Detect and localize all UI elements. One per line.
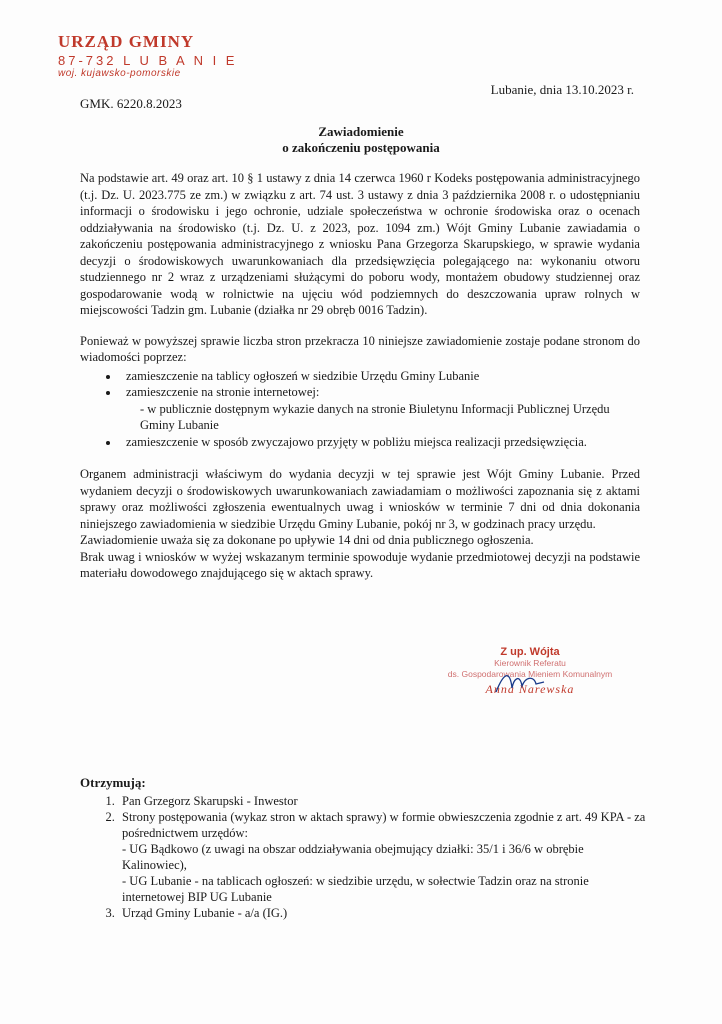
paragraph-effective: Zawiadomienie uważa się za dokonane po upływie 14 dni od dnia publicznego ogłoszenia. — [80, 533, 534, 547]
reference-number: GMK. 6220.8.2023 — [80, 96, 182, 111]
signature-block — [430, 646, 630, 697]
list-item: • zamieszczenie na tablicy ogłoszeń w siedzibie Urzędu Gminy Lubanie — [120, 368, 640, 385]
list-item-label: zamieszczenie na stronie internetowej: — [126, 385, 320, 399]
list-item — [120, 384, 640, 434]
list-item: • zamieszczenie w sposób zwyczajowo przyjęty w pobliżu miejsca realizacji przedsięwzięcia. — [120, 434, 640, 451]
list-item: 3. Urząd Gminy Lubanie - a/a (IG.) — [118, 905, 650, 921]
stamp-line-2: 87-732 L U B A N I E — [58, 53, 238, 68]
closing-section — [80, 466, 640, 582]
signature-role: Z up. Wójta — [500, 646, 560, 658]
list-item: 1. Pan Grzegorz Skarupski - Inwestor — [118, 793, 650, 809]
document-title — [0, 124, 722, 156]
recipients-list — [80, 793, 650, 921]
document-body — [80, 170, 640, 582]
list-item — [118, 809, 650, 905]
recipients-title: Otrzymują: — [80, 775, 146, 790]
paragraph-notification-method: Ponieważ w powyższej sprawie liczba stron przekracza 10 niniejsze zawiadomienie zostaje podane stronom do wiadomości poprzez: — [80, 333, 640, 364]
stamp-line-1: URZĄD GMINY — [58, 32, 195, 51]
office-stamp — [58, 32, 237, 79]
handwritten-signature-icon — [490, 668, 550, 698]
signature-name: Anna Narewska — [485, 682, 575, 696]
title-line-2: o zakończeniu postępowania — [282, 140, 440, 155]
list-sub-item: - UG Lubanie - na tablicach ogłoszeń: w siedzibie urzędu, w sołectwie Tadzin oraz na stronie internetowej BIP UG Lubanie — [122, 874, 589, 904]
title-line-1: Zawiadomienie — [318, 124, 404, 139]
notification-methods-list — [80, 368, 640, 451]
list-item-label: 2. Strony postępowania (wykaz stron w aktach sprawy) w formie obwieszczenia zgodnie z art. 49 KPA - za pośrednictwem urzędów: — [122, 810, 646, 840]
paragraph-no-remarks: Brak uwag i wniosków w wyżej wskazanym terminie spowoduje wydanie przedmiotowej decyzji na podstawie materiału dowodowego znajdującego się w aktach sprawy. — [80, 549, 640, 580]
list-sub-item: - w publicznie dostępnym wykazie danych na stronie Biuletynu Informacji Publicznej Urzędu Gminy Lubanie — [140, 401, 610, 432]
paragraph-authority: Organem administracji właściwym do wydania decyzji w tej sprawie jest Wójt Gminy Lubanie. Przed wydaniem decyzji o środowiskowych uwarunkowaniach zawiadamiam o możliwości zapoznania się z aktami sprawy oraz możliwości zgłoszenia ewentualnych uwag i wniosków w terminie 7 dni od dnia dokonania niniejszego zawiadomienia w siedzibie Urzędu Gminy Lubanie, pokój nr 3, w godzinach pracy urzędu. — [80, 467, 640, 531]
list-sub-item: - UG Bądkowo (z uwagi na obszar oddziaływania obejmujący działki: 35/1 i 36/6 w obrębie Kalinowiec), — [122, 842, 584, 872]
recipients-section — [80, 775, 650, 921]
signature-title-line-2: ds. Gospodarowania Mieniem Komunalnym — [447, 669, 613, 679]
signature-title-line-1: Kierownik Referatu — [494, 658, 566, 668]
stamp-line-3: woj. kujawsko-pomorskie — [58, 68, 181, 79]
document-date: Lubanie, dnia 13.10.2023 r. — [490, 82, 634, 97]
paragraph-legal-basis: Na podstawie art. 49 oraz art. 10 § 1 ustawy z dnia 14 czerwca 1960 r Kodeks postępowania administracyjnego (t.j. Dz. U. 2023.775 ze zm.) w związku z art. 74 ust. 3 ustawy z dnia 3 października 2008 r. o udostępnianiu informacji o środowisku i jego ochronie, udziale społeczeństwa w ochronie środowiska oraz o ocenach oddziaływania na środowisko (t.j. Dz. U. z 2023, poz. 1094 zm.) Wójt Gminy Lubanie zawiadamia o zakończeniu postępowania administracyjnego z wniosku Pana Grzegorza Skarupskiego, w sprawie wydania decyzji o środowiskowych uwarunkowaniach dla przedsięwzięcia polegającego na: wykonaniu otworu studziennego nr 2 wraz z urządzeniami służącymi do poboru wody, montażem obudowy studziennej oraz gospodarowanie wodą w rolnictwie na ujęciu wód podziemnych do deszczowania upraw rolnych w miejscowości Tadzin gm. Lubanie (działka nr 29 obręb 0016 Tadzin). — [80, 171, 640, 317]
